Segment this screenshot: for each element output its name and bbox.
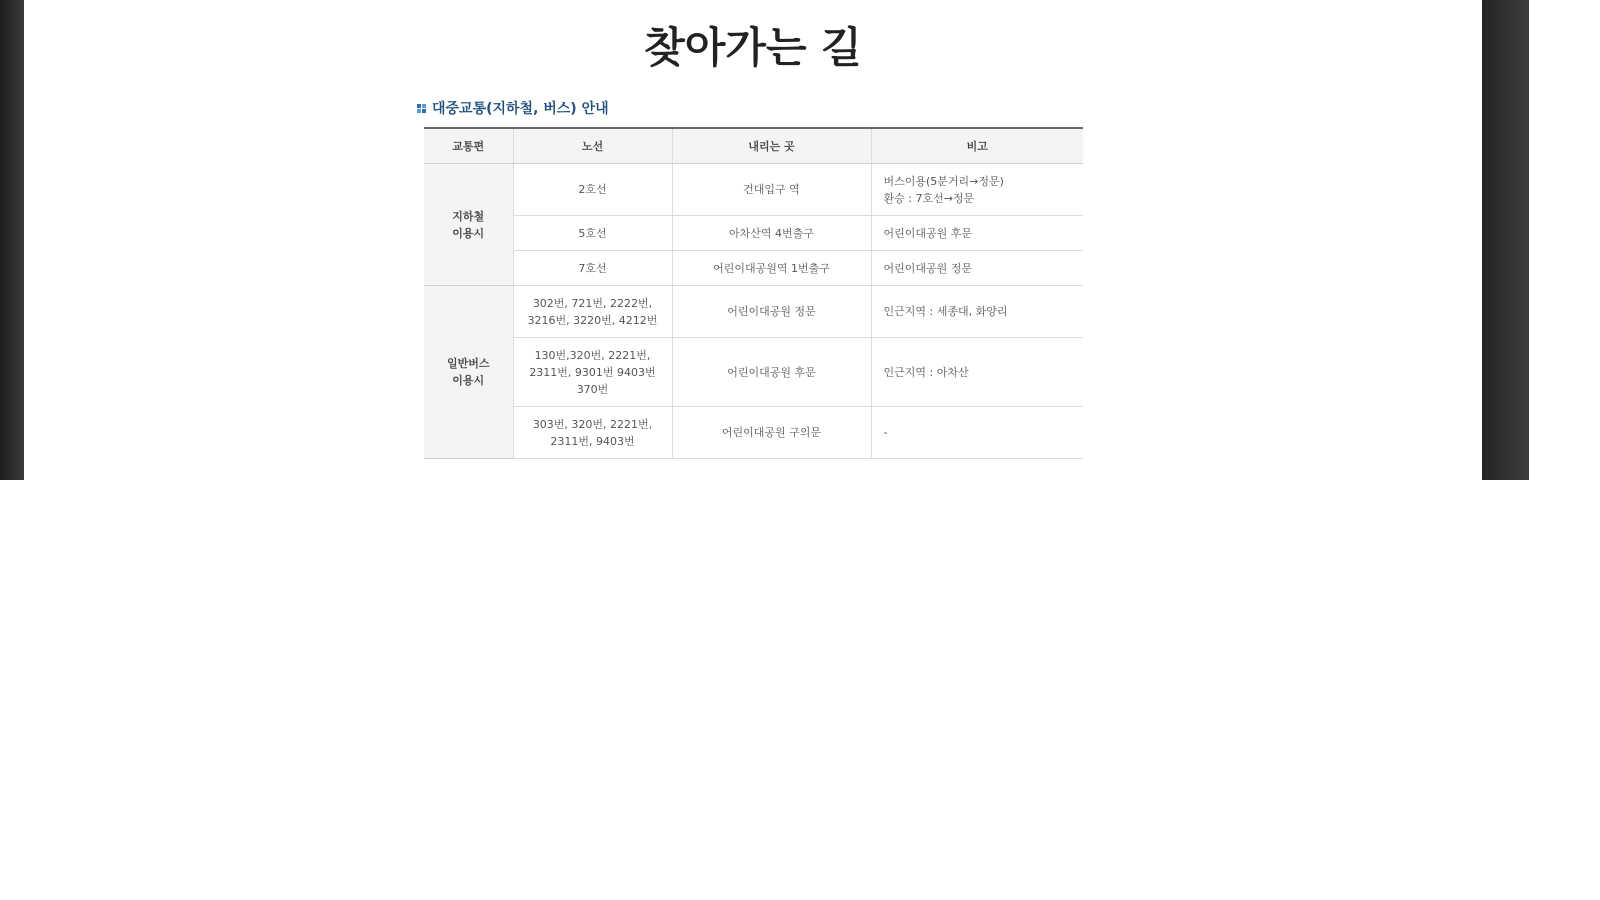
- viewer-outside-area: [1529, 0, 1600, 480]
- route-cell: 302번, 721번, 2222번, 3216번, 3220번, 4212번: [513, 286, 672, 338]
- route-cell: 303번, 320번, 2221번, 2311번, 9403번: [513, 407, 672, 459]
- square-bullet-icon: [417, 104, 426, 113]
- table-header-row: [424, 128, 1083, 164]
- stop-cell: 아차산역 4번출구: [672, 216, 871, 251]
- table-row: [424, 251, 1083, 286]
- table-row: [424, 407, 1083, 459]
- table-row: [424, 286, 1083, 338]
- route-cell: 2호선: [513, 164, 672, 216]
- header-stop: 내리는 곳: [672, 128, 871, 164]
- transit-table-container: [424, 127, 1083, 460]
- stop-cell: 어린이대공원 후문: [672, 338, 871, 407]
- stop-cell: 어린이대공원 정문: [672, 286, 871, 338]
- route-cell: 5호선: [513, 216, 672, 251]
- table-row: [424, 216, 1083, 251]
- header-transport: 교통편: [424, 128, 513, 164]
- viewer-frame-left: [0, 0, 24, 480]
- section-heading-label: 대중교통(지하철, 버스) 안내: [432, 101, 609, 117]
- note-cell: 어린이대공원 후문: [871, 216, 1083, 251]
- stop-cell: 어린이대공원 구의문: [672, 407, 871, 459]
- stop-cell: 건대입구 역: [672, 164, 871, 216]
- table-row: [424, 164, 1083, 216]
- page-content: [24, 0, 1482, 480]
- route-cell: 7호선: [513, 251, 672, 286]
- note-cell: 버스이용(5분거리→정문) 환승 : 7호선→정문: [871, 164, 1083, 216]
- transit-table: [424, 127, 1083, 459]
- category-subway: 지하철 이용시: [424, 164, 513, 286]
- stop-cell: 어린이대공원역 1번출구: [672, 251, 871, 286]
- note-cell: -: [871, 407, 1083, 459]
- route-cell: 130번,320번, 2221번, 2311번, 9301번 9403번 370번: [513, 338, 672, 407]
- note-cell: 인근지역 : 세종대, 화양리: [871, 286, 1083, 338]
- category-bus: 일반버스 이용시: [424, 286, 513, 459]
- viewer-frame-right: [1482, 0, 1529, 480]
- table-row: [424, 338, 1083, 407]
- note-cell: 인근지역 : 아차산: [871, 338, 1083, 407]
- header-route: 노선: [513, 128, 672, 164]
- page-title: 찾아가는 길: [644, 23, 862, 72]
- header-note: 비고: [871, 128, 1083, 164]
- note-cell: 어린이대공원 정문: [871, 251, 1083, 286]
- section-heading: [417, 98, 609, 118]
